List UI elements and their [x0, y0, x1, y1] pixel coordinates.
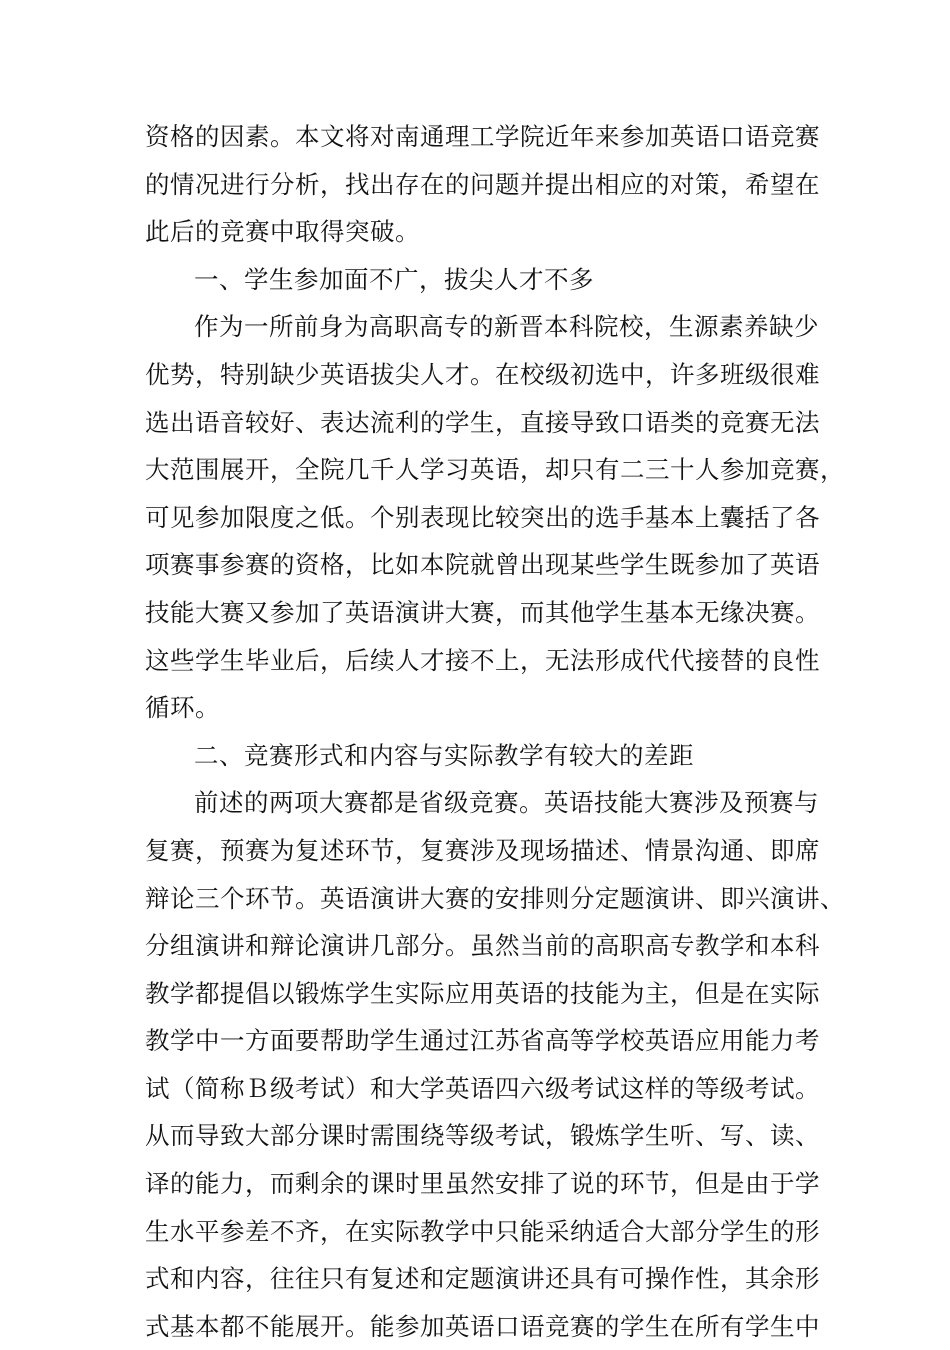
text-line: 此后的竞赛中取得突破。 [145, 217, 420, 247]
text-line: 的情况进行分析，找出存在的问题并提出相应的对策，希望在 [145, 169, 820, 199]
text-line: 选出语音较好、表达流利的学生，直接导致口语类的竞赛无法 [145, 407, 820, 437]
text-line: 优势，特别缺少英语拔尖人才。在校级初选中，许多班级很难 [145, 359, 820, 389]
text-line: 这些学生毕业后，后续人才接不上，无法形成代代接替的良性 [145, 645, 820, 675]
text-line: 项赛事参赛的资格，比如本院就曾出现某些学生既参加了英语 [145, 550, 820, 580]
text-line: 可见参加限度之低。个别表现比较突出的选手基本上囊括了各 [145, 502, 820, 532]
text-line: 复赛，预赛为复述环节，复赛涉及现场描述、情景沟通、即席 [145, 835, 820, 865]
text-line: 前述的两项大赛都是省级竞赛。英语技能大赛涉及预赛与 [194, 788, 819, 818]
text-line: 循环。 [145, 693, 220, 723]
text-line: 二、竞赛形式和内容与实际教学有较大的差距 [194, 740, 694, 770]
text-line: 教学都提倡以锻炼学生实际应用英语的技能为主，但是在实际 [145, 978, 820, 1008]
text-line: 译的能力，而剩余的课时里虽然安排了说的环节，但是由于学 [145, 1169, 820, 1199]
text-line: 一、学生参加面不广，拔尖人才不多 [194, 264, 594, 294]
text-line: 式和内容，往往只有复述和定题演讲还具有可操作性，其余形 [145, 1264, 820, 1294]
text-line: 分组演讲和辩论演讲几部分。虽然当前的高职高专教学和本科 [145, 931, 820, 961]
text-line: 试（简称Ｂ级考试）和大学英语四六级考试这样的等级考试。 [145, 1073, 820, 1103]
text-line: 从而导致大部分课时需围绕等级考试，锻炼学生听、写、读、 [145, 1121, 820, 1151]
text-line: 生水平参差不齐，在实际教学中只能采纳适合大部分学生的形 [145, 1216, 820, 1246]
text-line: 技能大赛又参加了英语演讲大赛，而其他学生基本无缘决赛。 [145, 597, 820, 627]
document-body [145, 113, 845, 1350]
text-line: 资格的因素。本文将对南通理工学院近年来参加英语口语竞赛 [145, 122, 820, 151]
text-line: 作为一所前身为高职高专的新晋本科院校，生源素养缺少 [194, 312, 819, 342]
text-line: 教学中一方面要帮助学生通过江苏省高等学校英语应用能力考 [145, 1026, 820, 1056]
text-line: 大范围展开，全院几千人学习英语，却只有二三十人参加竞赛， [145, 455, 845, 485]
text-line: 式基本都不能展开。能参加英语口语竞赛的学生在所有学生中 [145, 1311, 820, 1341]
text-line: 辩论三个环节。英语演讲大赛的安排则分定题演讲、即兴演讲、 [145, 883, 845, 913]
